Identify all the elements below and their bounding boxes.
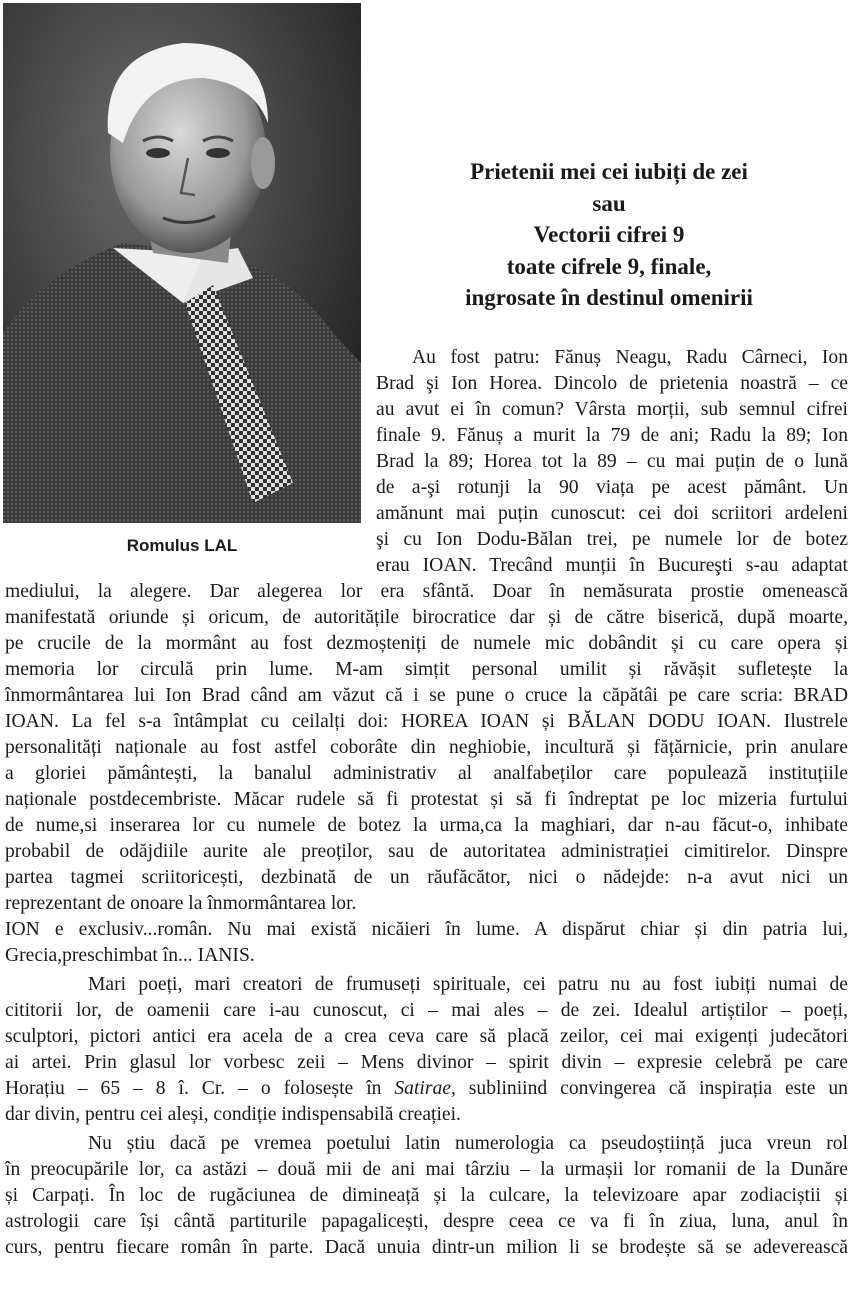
- text-line: Mari poeți, mari creatori de frumuseți spirituale, cei patru nu au fost iubiți numai de: [88, 974, 848, 995]
- text-line: memoria lor circulă prin lume. M-am simțit personal umilit și răvășit sufletește la: [5, 659, 848, 680]
- title-line: sau: [592, 190, 626, 216]
- text-line: în preocupările lor, ca astăzi – două mii de ani mai târziu – la urmașii lor romanii de la Dunăre: [5, 1159, 848, 1180]
- italic-title: Satirae,: [394, 1078, 456, 1099]
- text-line: Au fost patru: Fănuș Neagu, Radu Cârneci, Ion: [412, 347, 848, 368]
- title-line: Vectorii cifrei 9: [533, 222, 685, 247]
- text-line: [5, 1076, 848, 1102]
- text-line: manifestată oriunde și oricum, de autoritățile birocratice dar și de către biserică, după moarte,: [5, 607, 848, 628]
- text-line: naționale postdecembriste. Măcar rudele să fi protestat și să fi îndreptat pe loc mizeria furtului: [5, 789, 848, 810]
- text-line: de a-şi rotunji la 90 viața pe acest pământ. Un: [376, 477, 848, 498]
- text-line: personalități naționale au fost astfel coborâte din neghiobie, incultură și fățărnicie, prin anulare: [5, 737, 848, 758]
- text-line: înmormântarea lui Ion Brad când am văzut că i se pune o cruce la căpătâi pe care scria: BRAD: [5, 685, 848, 706]
- title-line: Prietenii mei cei iubiți de zei: [470, 159, 748, 184]
- text-line: ai artei. Prin glasul lor vorbesc zeii – Mens divinor – spirit divin – expresie celebră pe care: [5, 1052, 848, 1073]
- text-line: IOAN. La fel s-a întâmplat cu ceilalți doi: HOREA IOAN și BĂLAN DODU IOAN. Ilustrele: [5, 711, 848, 732]
- text-line: de nume,si inserarea lor cu numele de botez la urma,ca la maghiari, dar n-au făcut-o, inhibate: [5, 815, 848, 836]
- text-line: erau IOAN. Trecând munții în Bucureşti s-au adaptat: [376, 555, 848, 576]
- text-span: subliniind convingerea că inspirația este un: [455, 1078, 848, 1099]
- text-line: şi cu Ion Dodu-Bălan trei, pe numele lor de botez: [376, 529, 848, 550]
- text-line: Brad şi Ion Horea. Dincolo de prietenia noastră – ce: [376, 373, 848, 394]
- text-line: și Carpați. În loc de rugăciunea de dimineață și la culcare, la televizoare apar zodiaciștii și: [5, 1185, 848, 1206]
- text-line: au avut ei în comun? Vârsta morții, sub semnul cifrei: [376, 399, 848, 420]
- text-line: amănunt mai puțin cunoscut: cei doi scriitori ardeleni: [376, 503, 848, 524]
- text-line: a gloriei pământești, la banalul administrativ al analfabeților care populează instituțiile: [5, 763, 848, 784]
- text-line: finale 9. Fănuș a murit la 79 de ani; Radu la 89; Ion: [376, 425, 848, 446]
- text-line: Nu știu dacă pe vremea poetului latin numerologia ca pseudoștiință juca vreun rol: [88, 1133, 848, 1154]
- text-line: mediului, la alegere. Dar alegerea lor era sfântă. Doar în nemăsurata prostie omenească: [5, 581, 848, 602]
- title-line: toate cifrele 9, finale,: [506, 253, 712, 279]
- text-span: Horațiu – 65 – 8 î. Cr. – o folosește în: [5, 1078, 395, 1099]
- author-portrait-photo: [3, 3, 361, 523]
- text-line: partea tagmei scriitoricești, dezbinată de un răufăcător, nici o nădejde: n-a avut nici un: [5, 867, 848, 888]
- text-line: sculptori, pictori antici era acela de a crea ceva care să placă zeilor, cei mai exigenți judecători: [5, 1026, 848, 1047]
- text-line: Grecia,preschimbat în... IANIS.: [5, 945, 255, 966]
- text-line: cititorii lor, de oamenii care i-au cunoscut, ci – mai ales – de zei. Idealul artiștilor – poeți,: [5, 1000, 848, 1021]
- title-line: ingrosate în destinul omenirii: [465, 285, 753, 310]
- text-line: curs, pentru fiecare român în parte. Dacă unuia dintr-un milion li se brodește să se adeverească: [5, 1237, 848, 1258]
- text-line: reprezentant de onoare la înmormântarea lor.: [5, 893, 357, 914]
- text-line: dar divin, pentru cei aleși, condiție indispensabilă creației.: [5, 1104, 461, 1125]
- text-line: Brad la 89; Horea tot la 89 – cu mai puțin de o lună: [376, 451, 848, 472]
- text-line: pe crucile de la mormânt au fost dezmoșteniți de numele mic dobândit și cu care opera și: [5, 633, 848, 654]
- text-line: astrologii care își cântă partiturile papagalicești, despre ceea ce va fi în ziua, luna, anul în: [5, 1211, 848, 1232]
- photo-caption: Romulus LAL: [126, 536, 238, 555]
- portrait-photo-icon: [3, 3, 361, 523]
- text-line: ION e exclusiv...român. Nu mai există nicăieri în lume. A dispărut chiar și din patria lui,: [5, 919, 848, 940]
- article-title: [370, 156, 848, 314]
- text-line: probabil de odăjdiile aurite ale preoților, sau de autoritatea administrației cimitirelor. Dinspre: [5, 841, 848, 862]
